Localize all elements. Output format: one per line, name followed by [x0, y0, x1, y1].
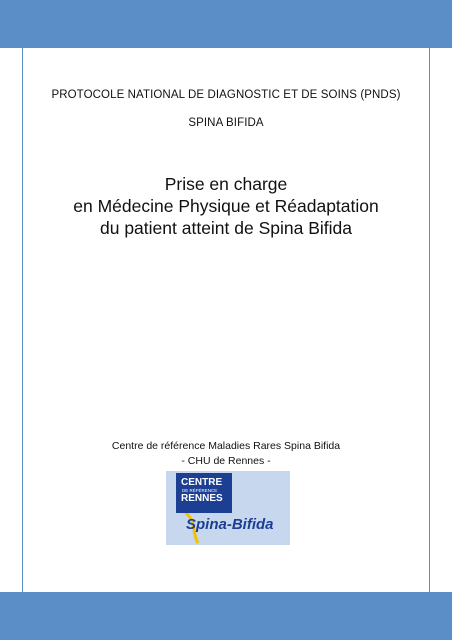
logo-small-text: DE RÉFÉRENCE [182, 488, 218, 493]
reference-center-name: Centre de référence Maladies Rares Spina Bifida [111, 440, 341, 452]
bottom-band [0, 592, 452, 640]
title-line-1: Prise en charge [164, 174, 288, 194]
logo-word-centre: CENTRE [181, 477, 223, 488]
title-line-3: du patient atteint de Spina Bifida [100, 218, 352, 238]
title-line-2: en Médecine Physique et Réadaptation [73, 196, 379, 216]
spina-bifida-logo [166, 471, 290, 545]
document-title [0, 173, 452, 239]
logo-word-rennes: RENNES [181, 493, 223, 504]
logo-brand: Spina-Bifida [186, 516, 274, 533]
hospital-name: - CHU de Rennes - [181, 455, 271, 467]
subject-heading: SPINA BIFIDA [188, 117, 264, 129]
top-band [0, 0, 452, 48]
protocol-heading: PROTOCOLE NATIONAL DE DIAGNOSTIC ET DE SOINS (PNDS) [51, 89, 401, 101]
